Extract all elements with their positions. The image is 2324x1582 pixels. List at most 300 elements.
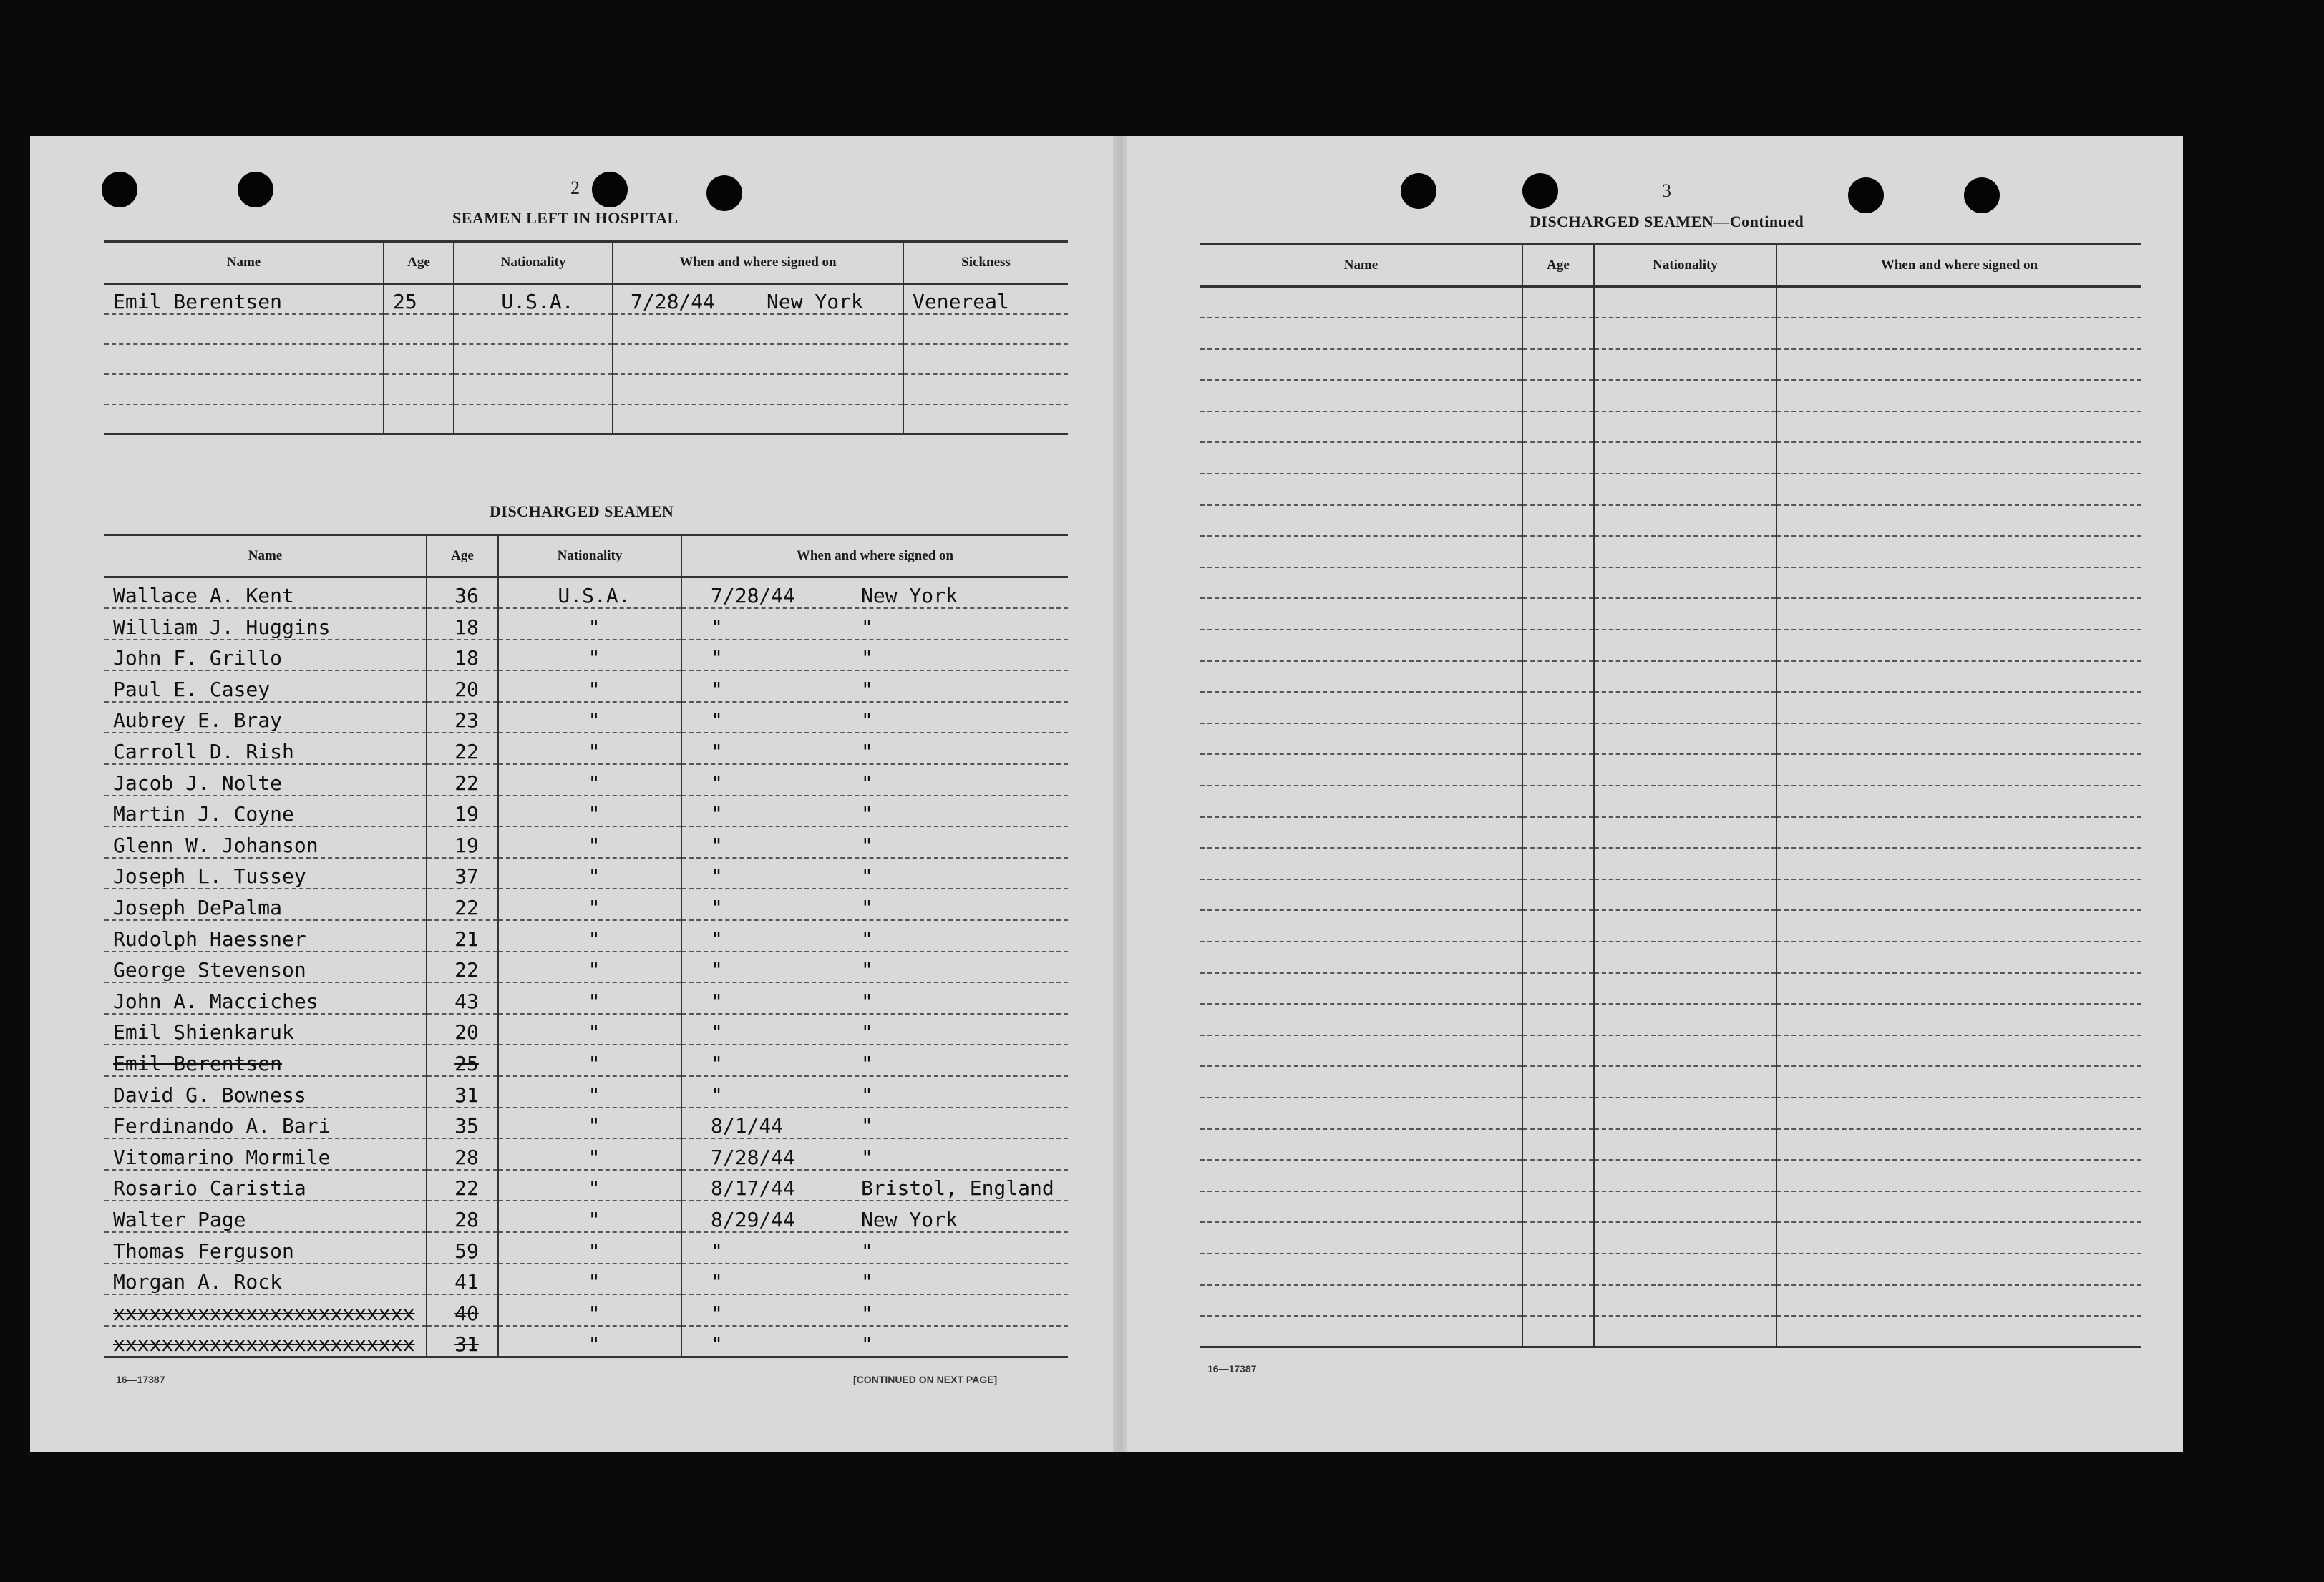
signed-on-date: " — [711, 677, 723, 701]
signed-on-cell — [681, 577, 1068, 609]
empty-cell — [1594, 1160, 1776, 1191]
empty-cell — [1776, 442, 2141, 474]
signed-on-place: " — [861, 708, 873, 733]
empty-cell — [1200, 1191, 1522, 1223]
name-cell: Rudolph Haessner — [104, 920, 427, 952]
column-header: Name — [104, 242, 384, 284]
signed-on-cell — [681, 1264, 1068, 1295]
empty-cell — [1522, 442, 1594, 474]
table-row — [104, 1294, 1068, 1326]
signed-on-cell — [681, 640, 1068, 671]
name-cell: Emil Berentsen — [104, 284, 384, 314]
age-cell: 25 — [384, 284, 454, 314]
document-scan — [30, 136, 2183, 1452]
signed-on-cell — [681, 1138, 1068, 1170]
empty-cell — [1594, 910, 1776, 942]
empty-cell — [1200, 1160, 1522, 1191]
signed-on-place: " — [861, 958, 873, 982]
empty-cell — [1200, 1098, 1522, 1129]
nationality-cell: " — [498, 702, 681, 733]
column-header: Name — [1200, 245, 1522, 287]
punch-hole — [102, 172, 137, 207]
empty-cell — [1594, 1316, 1776, 1347]
age-cell: 22 — [427, 733, 498, 764]
column-header: Sickness — [903, 242, 1068, 284]
name-cell: Thomas Ferguson — [104, 1232, 427, 1264]
empty-cell — [1522, 1191, 1594, 1223]
table-row — [104, 796, 1068, 827]
signed-on-place: Bristol, England — [861, 1176, 1054, 1201]
empty-cell — [1594, 1129, 1776, 1161]
empty-cell — [1522, 1285, 1594, 1317]
name-cell: Wallace A. Kent — [104, 577, 427, 609]
table-row — [1200, 723, 2141, 755]
age-cell: 28 — [427, 1201, 498, 1232]
table-row — [1200, 1285, 2141, 1317]
empty-cell — [1776, 848, 2141, 879]
name-cell: Paul E. Casey — [104, 670, 427, 702]
signed-on-place: " — [861, 1145, 873, 1169]
age-cell: 31 — [427, 1076, 498, 1108]
empty-cell — [1594, 380, 1776, 411]
table-row — [1200, 910, 2141, 942]
signed-on-place: " — [861, 615, 873, 639]
table-row — [1200, 536, 2141, 567]
age-cell: 19 — [427, 826, 498, 858]
empty-cell — [1200, 505, 1522, 537]
table-row — [104, 284, 1068, 314]
signed-on-cell — [613, 374, 903, 404]
empty-cell — [1594, 692, 1776, 723]
table-row — [1200, 505, 2141, 537]
empty-cell — [1200, 318, 1522, 349]
table-row — [104, 608, 1068, 640]
signed-on-cell — [681, 1076, 1068, 1108]
table-row — [1200, 598, 2141, 630]
signed-on-date: " — [711, 708, 723, 733]
signed-on-place: New York — [767, 289, 863, 313]
empty-cell — [1522, 973, 1594, 1005]
table-row — [104, 1138, 1068, 1170]
empty-cell — [1776, 1098, 2141, 1129]
empty-cell — [1776, 973, 2141, 1005]
signed-on-cell — [681, 920, 1068, 952]
signed-on-cell — [681, 1045, 1068, 1076]
name-cell — [104, 344, 384, 374]
empty-cell — [1522, 1160, 1594, 1191]
age-cell — [384, 314, 454, 344]
signed-on-date: " — [711, 833, 723, 857]
signed-on-date: " — [711, 1239, 723, 1263]
column-header: When and where signed on — [613, 242, 903, 284]
signed-on-date: " — [711, 864, 723, 889]
signed-on-date: " — [711, 615, 723, 639]
nationality-cell: " — [498, 1326, 681, 1357]
signed-on-place: " — [861, 1114, 873, 1138]
signed-on-place: " — [861, 1332, 873, 1356]
empty-cell — [1776, 349, 2141, 381]
empty-cell — [1594, 1035, 1776, 1067]
discharged-section-title: DISCHARGED SEAMEN — [490, 502, 674, 520]
empty-cell — [1522, 1098, 1594, 1129]
empty-cell — [1522, 754, 1594, 786]
empty-cell — [1776, 754, 2141, 786]
table-row — [1200, 817, 2141, 849]
column-header: Name — [104, 535, 427, 577]
signed-on-place: " — [861, 833, 873, 857]
table-row — [1200, 879, 2141, 911]
age-cell: 41 — [427, 1264, 498, 1295]
column-header: Age — [427, 535, 498, 577]
hospital-section-title: SEAMEN LEFT IN HOSPITAL — [452, 209, 679, 227]
name-cell: George Stevenson — [104, 952, 427, 983]
empty-cell — [1776, 1066, 2141, 1098]
empty-cell — [1200, 474, 1522, 505]
empty-cell — [1594, 1254, 1776, 1285]
empty-cell — [1200, 536, 1522, 567]
empty-cell — [1522, 786, 1594, 817]
signed-on-date: 8/1/44 — [711, 1114, 784, 1138]
empty-cell — [1200, 411, 1522, 443]
name-cell — [104, 374, 384, 404]
signed-on-date: " — [711, 1083, 723, 1107]
empty-cell — [1522, 723, 1594, 755]
signed-on-date: 7/28/44 — [711, 584, 796, 608]
signed-on-place: " — [861, 1301, 873, 1325]
empty-cell — [1776, 287, 2141, 318]
name-cell: John A. Macciches — [104, 982, 427, 1014]
signed-on-place: " — [861, 646, 873, 670]
empty-cell — [1522, 474, 1594, 505]
signed-on-cell — [681, 1201, 1068, 1232]
signed-on-cell — [681, 1232, 1068, 1264]
form-number: 16—17387 — [116, 1374, 165, 1385]
continued-discharged-table — [1200, 243, 2141, 1348]
empty-cell — [1200, 910, 1522, 942]
left-page — [30, 136, 1111, 1452]
table-row — [104, 702, 1068, 733]
column-header: Nationality — [1594, 245, 1776, 287]
table-row — [1200, 411, 2141, 443]
signed-on-cell — [681, 1170, 1068, 1201]
punch-hole — [1401, 173, 1436, 209]
table-row — [1200, 1160, 2141, 1191]
table-row — [1200, 942, 2141, 973]
table-row — [104, 577, 1068, 609]
empty-cell — [1522, 879, 1594, 911]
empty-cell — [1522, 318, 1594, 349]
nationality-cell: " — [498, 1045, 681, 1076]
table-row — [104, 1014, 1068, 1045]
signed-on-place: " — [861, 1239, 873, 1263]
signed-on-cell — [613, 404, 903, 434]
empty-cell — [1776, 879, 2141, 911]
table-row — [104, 404, 1068, 434]
empty-cell — [1522, 1066, 1594, 1098]
empty-cell — [1776, 1004, 2141, 1035]
empty-cell — [1200, 598, 1522, 630]
empty-cell — [1200, 942, 1522, 973]
nationality-cell: " — [498, 1014, 681, 1045]
signed-on-cell — [681, 764, 1068, 796]
page-number: 2 — [570, 177, 580, 198]
empty-cell — [1200, 973, 1522, 1005]
empty-cell — [1200, 817, 1522, 849]
signed-on-place: " — [861, 1083, 873, 1107]
empty-cell — [1776, 630, 2141, 661]
age-cell: 21 — [427, 920, 498, 952]
age-cell — [384, 344, 454, 374]
table-row — [1200, 1316, 2141, 1347]
empty-cell — [1200, 380, 1522, 411]
column-header: Nationality — [454, 242, 613, 284]
right-page — [1129, 136, 2183, 1452]
empty-cell — [1200, 349, 1522, 381]
age-cell: 23 — [427, 702, 498, 733]
form-number: 16—17387 — [1207, 1363, 1257, 1375]
name-cell: Glenn W. Johanson — [104, 826, 427, 858]
empty-cell — [1522, 598, 1594, 630]
age-cell: 25 — [427, 1045, 498, 1076]
age-cell: 43 — [427, 982, 498, 1014]
signed-on-date: " — [711, 740, 723, 764]
table-row — [1200, 474, 2141, 505]
empty-cell — [1200, 1004, 1522, 1035]
empty-cell — [1594, 661, 1776, 693]
name-cell: Joseph DePalma — [104, 889, 427, 920]
table-row — [1200, 1222, 2141, 1254]
empty-cell — [1776, 910, 2141, 942]
table-row — [104, 733, 1068, 764]
signed-on-place: " — [861, 802, 873, 826]
nationality-cell — [454, 374, 613, 404]
name-cell: Ferdinando A. Bari — [104, 1108, 427, 1139]
empty-cell — [1200, 1035, 1522, 1067]
nationality-cell: " — [498, 982, 681, 1014]
table-row — [1200, 567, 2141, 599]
signed-on-cell — [681, 889, 1068, 920]
table-row — [104, 1108, 1068, 1139]
empty-cell — [1200, 630, 1522, 661]
table-row — [1200, 1191, 2141, 1223]
table-row — [104, 1045, 1068, 1076]
signed-on-date: " — [711, 989, 723, 1013]
table-row — [1200, 318, 2141, 349]
name-cell: Walter Page — [104, 1201, 427, 1232]
column-header: Nationality — [498, 535, 681, 577]
name-cell: Morgan A. Rock — [104, 1264, 427, 1295]
sickness-cell — [903, 344, 1068, 374]
empty-cell — [1200, 661, 1522, 693]
empty-cell — [1522, 817, 1594, 849]
empty-cell — [1522, 1035, 1594, 1067]
table-row — [1200, 692, 2141, 723]
table-row — [1200, 1004, 2141, 1035]
table-row — [104, 314, 1068, 344]
empty-cell — [1594, 723, 1776, 755]
signed-on-place: " — [861, 864, 873, 889]
table-row — [104, 858, 1068, 889]
signed-on-cell — [681, 733, 1068, 764]
empty-cell — [1522, 536, 1594, 567]
empty-cell — [1776, 318, 2141, 349]
signed-on-cell — [681, 826, 1068, 858]
name-cell: Rosario Caristia — [104, 1170, 427, 1201]
table-row — [1200, 630, 2141, 661]
signed-on-date: 7/28/44 — [631, 289, 716, 313]
empty-cell — [1594, 442, 1776, 474]
empty-cell — [1776, 817, 2141, 849]
age-cell: 28 — [427, 1138, 498, 1170]
name-cell: xxxxxxxxxxxxxxxxxxxxxxxxx — [104, 1294, 427, 1326]
name-cell: Martin J. Coyne — [104, 796, 427, 827]
signed-on-place: " — [861, 927, 873, 951]
signed-on-cell — [681, 982, 1068, 1014]
name-cell: Vitomarino Mormile — [104, 1138, 427, 1170]
empty-cell — [1776, 474, 2141, 505]
column-header: Age — [384, 242, 454, 284]
empty-cell — [1200, 1222, 1522, 1254]
name-cell: Emil Shienkaruk — [104, 1014, 427, 1045]
age-cell: 22 — [427, 1170, 498, 1201]
empty-cell — [1200, 754, 1522, 786]
sickness-cell — [903, 374, 1068, 404]
empty-cell — [1594, 1285, 1776, 1317]
signed-on-date: " — [711, 1301, 723, 1325]
nationality-cell: " — [498, 764, 681, 796]
nationality-cell: " — [498, 1264, 681, 1295]
signed-on-place: New York — [861, 1207, 958, 1231]
name-cell: xxxxxxxxxxxxxxxxxxxxxxxxx — [104, 1326, 427, 1357]
nationality-cell — [454, 314, 613, 344]
empty-cell — [1594, 1222, 1776, 1254]
name-cell: Carroll D. Rish — [104, 733, 427, 764]
signed-on-date: 8/17/44 — [711, 1176, 796, 1201]
signed-on-cell — [681, 1326, 1068, 1357]
name-cell: Emil Berentsen — [104, 1045, 427, 1076]
nationality-cell: " — [498, 858, 681, 889]
empty-cell — [1594, 1066, 1776, 1098]
signed-on-cell — [681, 608, 1068, 640]
empty-cell — [1776, 942, 2141, 973]
column-header: Age — [1522, 245, 1594, 287]
empty-cell — [1594, 1191, 1776, 1223]
empty-cell — [1776, 598, 2141, 630]
empty-cell — [1522, 1254, 1594, 1285]
signed-on-date: " — [711, 896, 723, 920]
empty-cell — [1594, 474, 1776, 505]
table-row — [1200, 380, 2141, 411]
nationality-cell: " — [498, 796, 681, 827]
signed-on-date: " — [711, 771, 723, 795]
table-row — [1200, 1129, 2141, 1161]
empty-cell — [1200, 1254, 1522, 1285]
table-row — [104, 670, 1068, 702]
empty-cell — [1776, 411, 2141, 443]
empty-cell — [1200, 848, 1522, 879]
signed-on-date: " — [711, 958, 723, 982]
nationality-cell: " — [498, 952, 681, 983]
signed-on-date: " — [711, 1052, 723, 1075]
empty-cell — [1776, 1191, 2141, 1223]
empty-cell — [1776, 1035, 2141, 1067]
empty-cell — [1594, 505, 1776, 537]
empty-cell — [1522, 661, 1594, 693]
name-cell — [104, 404, 384, 434]
empty-cell — [1522, 692, 1594, 723]
empty-cell — [1594, 630, 1776, 661]
sickness-cell — [903, 404, 1068, 434]
nationality-cell: " — [498, 733, 681, 764]
empty-cell — [1594, 318, 1776, 349]
nationality-cell: U.S.A. — [498, 577, 681, 609]
empty-cell — [1776, 786, 2141, 817]
signed-on-date: " — [711, 1270, 723, 1294]
nationality-cell — [454, 404, 613, 434]
table-row — [104, 889, 1068, 920]
table-row — [1200, 973, 2141, 1005]
age-cell: 35 — [427, 1108, 498, 1139]
empty-cell — [1522, 1004, 1594, 1035]
empty-cell — [1522, 411, 1594, 443]
age-cell: 31 — [427, 1326, 498, 1357]
punch-hole — [1964, 177, 2000, 213]
signed-on-cell — [613, 314, 903, 344]
empty-cell — [1776, 1285, 2141, 1317]
nationality-cell: " — [498, 889, 681, 920]
empty-cell — [1776, 1254, 2141, 1285]
empty-cell — [1776, 661, 2141, 693]
signed-on-cell — [681, 1294, 1068, 1326]
empty-cell — [1594, 598, 1776, 630]
signed-on-place: " — [861, 1052, 873, 1075]
table-row — [1200, 1254, 2141, 1285]
empty-cell — [1776, 692, 2141, 723]
age-cell: 20 — [427, 670, 498, 702]
empty-cell — [1594, 567, 1776, 599]
punch-hole — [592, 172, 628, 207]
nationality-cell: " — [498, 920, 681, 952]
name-cell: William J. Huggins — [104, 608, 427, 640]
table-row — [104, 1170, 1068, 1201]
age-cell: 36 — [427, 577, 498, 609]
table-row — [1200, 754, 2141, 786]
nationality-cell: " — [498, 640, 681, 671]
nationality-cell: " — [498, 608, 681, 640]
nationality-cell: " — [498, 1076, 681, 1108]
empty-cell — [1776, 567, 2141, 599]
empty-cell — [1200, 723, 1522, 755]
empty-cell — [1594, 879, 1776, 911]
signed-on-cell — [613, 284, 903, 314]
table-row — [104, 640, 1068, 671]
empty-cell — [1200, 1066, 1522, 1098]
nationality-cell: " — [498, 1108, 681, 1139]
signed-on-place: " — [861, 989, 873, 1013]
name-cell: David G. Bowness — [104, 1076, 427, 1108]
table-row — [104, 1201, 1068, 1232]
table-row — [104, 826, 1068, 858]
empty-cell — [1776, 1160, 2141, 1191]
table-row — [1200, 1066, 2141, 1098]
nationality-cell: " — [498, 1232, 681, 1264]
empty-cell — [1594, 973, 1776, 1005]
table-row — [1200, 1035, 2141, 1067]
age-cell: 37 — [427, 858, 498, 889]
empty-cell — [1522, 1129, 1594, 1161]
sickness-cell: Venereal — [903, 284, 1068, 314]
empty-cell — [1200, 1316, 1522, 1347]
